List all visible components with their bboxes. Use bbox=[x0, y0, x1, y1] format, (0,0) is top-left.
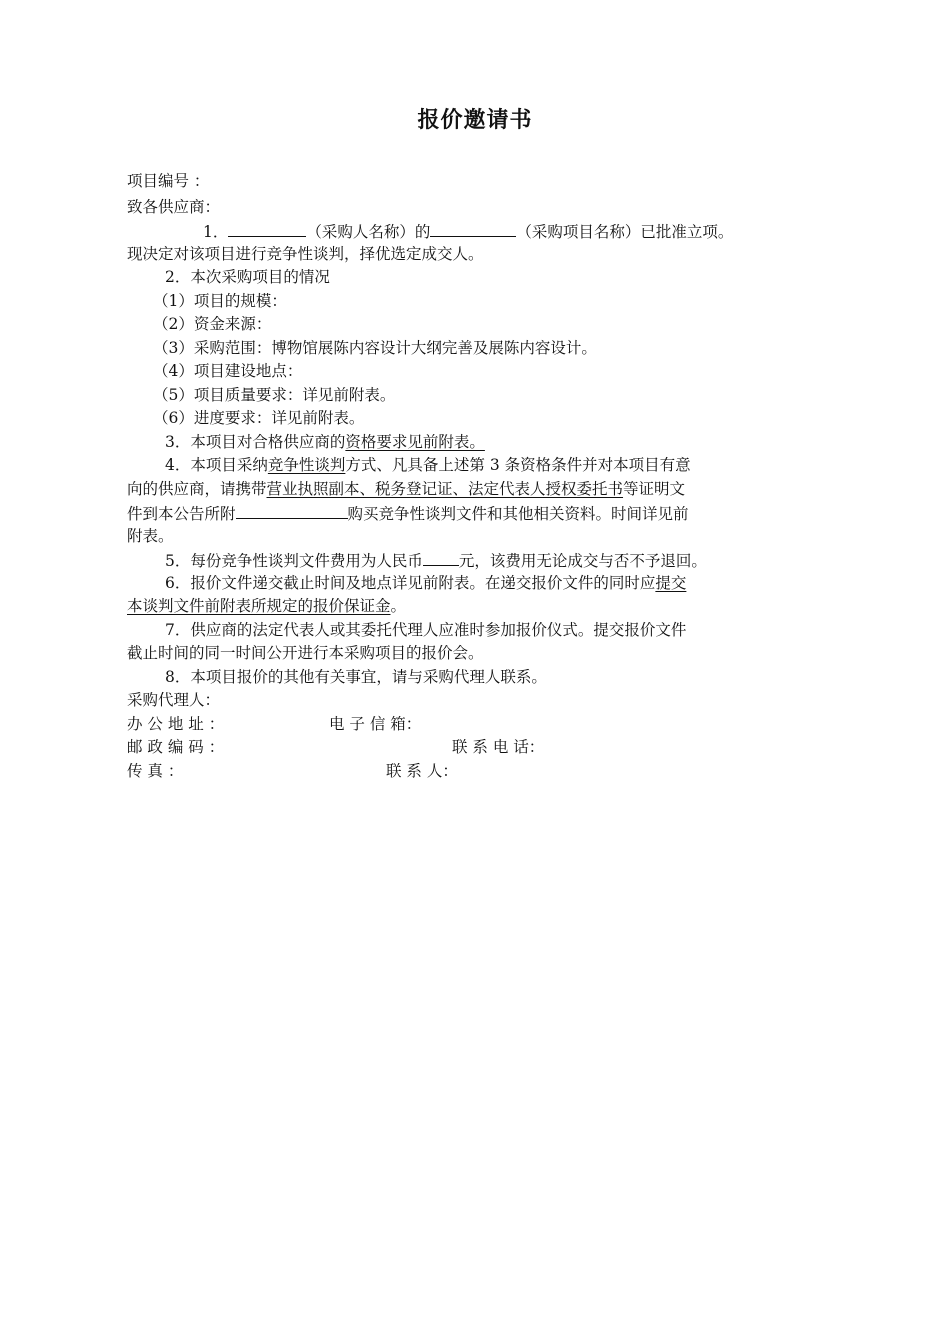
para-4-text-f: 购买竞争性谈判文件和其他相关资料。时间详见前 bbox=[347, 505, 689, 523]
para-2-heading: 2．本次采购项目的情况 bbox=[165, 268, 330, 286]
para-2-item bbox=[127, 337, 817, 361]
para-1-text-a: （采购人名称）的 bbox=[306, 223, 431, 241]
para-4-text-d: 等证明文 bbox=[623, 479, 686, 498]
para-4-documents: 营业执照副本、税务登记证、法定代表人授权委托书 bbox=[266, 479, 624, 498]
para-5-text-a: 5．每份竞争性谈判文件费用为人民币 bbox=[165, 552, 423, 570]
para-6-text-a: 6．报价文件递交截止时间及地点详见前附表。在递交报价文件的同时应 bbox=[165, 573, 656, 592]
agent-row-1 bbox=[127, 713, 817, 737]
postcode-label: 邮 政 编 码 ： bbox=[127, 738, 225, 756]
procurement-scope-item: （3）采购范围：博物馆展陈内容设计大纲完善及展陈内容设计。 bbox=[153, 338, 597, 357]
fund-source-item: （2）资金来源： bbox=[153, 315, 272, 333]
para-2-item bbox=[127, 407, 817, 431]
fee-blank bbox=[423, 548, 459, 566]
para-4-method: 竞争性谈判 bbox=[267, 456, 346, 474]
para-2-heading-line bbox=[127, 266, 817, 290]
para-4-line-4 bbox=[127, 525, 817, 549]
para-1-text-line-2: 现决定对该项目进行竞争性谈判，择优选定成交人。 bbox=[127, 244, 484, 263]
para-4-line-1 bbox=[127, 454, 817, 478]
para-4-text-g: 附表。 bbox=[127, 526, 174, 545]
para-1-line-1 bbox=[127, 219, 817, 243]
para-7-text-line-2: 截止时间的同一时间公开进行本采购项目的报价会。 bbox=[127, 644, 484, 662]
project-number-line bbox=[127, 170, 817, 194]
para-5-line bbox=[127, 548, 817, 572]
para-6-underlined-b: 本谈判文件前附表所规定的报价保证金 bbox=[127, 597, 391, 615]
document-body bbox=[127, 170, 817, 783]
construction-site-item: （4）项目建设地点： bbox=[153, 362, 303, 380]
para-2-item bbox=[127, 360, 817, 384]
para-7-text-line-1: 7．供应商的法定代表人或其委托代理人应准时参加报价仪式。提交报价文件 bbox=[165, 620, 687, 639]
phone-label: 联 系 电 话： bbox=[452, 738, 545, 756]
para-2-item bbox=[127, 313, 817, 337]
para-1-number: 1． bbox=[203, 223, 229, 241]
agent-row-2 bbox=[127, 736, 817, 760]
para-1-line-2 bbox=[127, 243, 817, 267]
project-scale-item: （1）项目的规模： bbox=[153, 291, 287, 310]
para-4-text-e: 件到本公告所附 bbox=[127, 505, 236, 523]
office-address-label: 办 公 地 址 ： bbox=[127, 714, 225, 733]
greeting: 致各供应商： bbox=[127, 197, 221, 216]
document-title: 报价邀请书 bbox=[417, 108, 533, 133]
para-8-line bbox=[127, 666, 817, 690]
para-4-text-c: 向的供应商，请携带 bbox=[127, 479, 267, 498]
agent-label: 采购代理人： bbox=[127, 691, 221, 709]
agent-row-3 bbox=[127, 760, 817, 784]
contact-person-label: 联 系 人： bbox=[386, 761, 458, 780]
para-4-text-a: 4．本项目采纳 bbox=[165, 456, 268, 474]
para-2-item bbox=[127, 290, 817, 314]
para-8-text: 8．本项目报价的其他有关事宜，请与采购代理人联系。 bbox=[165, 667, 547, 686]
purchaser-name-blank bbox=[228, 219, 306, 237]
schedule-requirement-item: （6）进度要求：详见前附表。 bbox=[153, 409, 365, 427]
para-1-text-b: （采购项目名称）已批准立项。 bbox=[516, 223, 734, 241]
project-name-blank bbox=[430, 219, 516, 237]
email-label: 电 子 信 箱： bbox=[329, 714, 422, 733]
fax-label: 传 真 ： bbox=[127, 761, 184, 780]
para-4-text-b: 方式、凡具备上述第 3 条资格条件并对本项目有意 bbox=[345, 456, 691, 474]
quality-requirement-item: （5）项目质量要求：详见前附表。 bbox=[153, 385, 396, 404]
para-7-line-1 bbox=[127, 619, 817, 643]
agent-label-line bbox=[127, 689, 817, 713]
para-6-line-1 bbox=[127, 572, 817, 596]
para-2-item bbox=[127, 384, 817, 408]
para-6-line-2 bbox=[127, 595, 817, 619]
greeting-line bbox=[127, 196, 817, 220]
para-7-line-2 bbox=[127, 642, 817, 666]
para-6-underlined-a: 提交 bbox=[655, 573, 687, 592]
para-4-line-2 bbox=[127, 478, 817, 502]
para-3-text: 3．本项目对合格供应商的 bbox=[165, 432, 346, 451]
para-3-underlined: 资格要求见前附表。 bbox=[345, 432, 485, 451]
location-blank bbox=[236, 501, 348, 519]
para-3-line bbox=[127, 431, 817, 455]
project-number-label: 项目编号 ： bbox=[127, 172, 210, 190]
para-4-line-3 bbox=[127, 501, 817, 525]
para-6-text-b: 。 bbox=[390, 597, 407, 615]
para-5-text-b: 元，该费用无论成交与否不予退回。 bbox=[458, 552, 707, 570]
